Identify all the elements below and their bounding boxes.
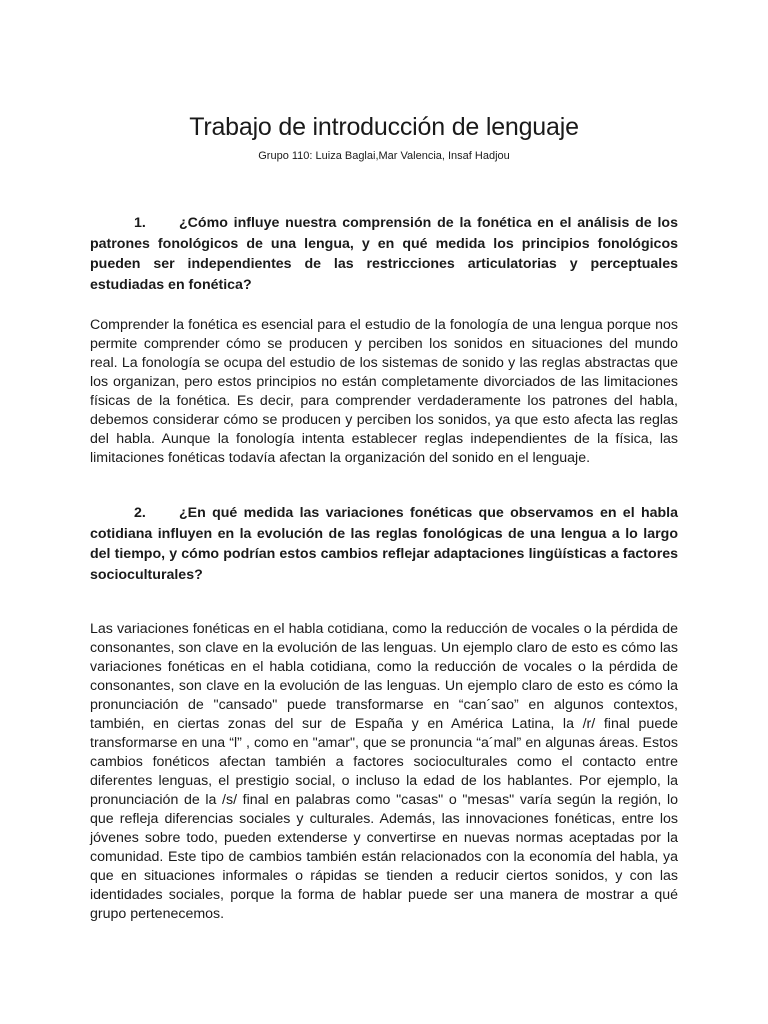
document-subtitle: Grupo 110: Luiza Baglai,Mar Valencia, Insaf Hadjou	[258, 150, 510, 162]
document-title: Trabajo de introducción de lenguaje	[189, 113, 579, 141]
question-1	[90, 213, 678, 295]
question-1-number: 1.	[134, 215, 146, 231]
question-2-text: ¿En qué medida las variaciones fonéticas que observamos en el habla cotidiana influyen en la evolución de las reglas fonológicas de una lengua a lo largo del tiempo, y cómo podrían estos cambios reflejar adaptaciones lingüísticas a factores socioculturales?	[90, 505, 678, 583]
question-2-number: 2.	[134, 505, 146, 521]
question-2	[90, 503, 678, 585]
question-1-text: ¿Cómo influye nuestra comprensión de la fonética en el análisis de los patrones fonológicos de una lengua, y en qué medida los principios fonológicos pueden ser independientes de las restricciones articulatorias y perceptuales estudiadas en fonética?	[90, 215, 678, 293]
answer-2: Las variaciones fonéticas en el habla cotidiana, como la reducción de vocales o la pérdida de consonantes, son clave en la evolución de las lenguas. Un ejemplo claro de esto es cómo las variaciones fonéticas en el habla cotidiana, como la reducción de vocales o la pérdida de consonantes, son clave en la evolución de las lenguas. Un ejemplo claro de esto es cómo la pronunciación de "cansado" puede transformarse en “can´sao” en algunos contextos, también, en ciertas zonas del sur de España y en América Latina, la /r/ final puede transformarse en una “l” , como en "amar", que se pronuncia “a´mal” en algunas áreas. Estos cambios fonéticos afectan también a factores socioculturales como el contacto entre diferentes lenguas, el prestigio social, o incluso la edad de los hablantes. Por ejemplo, la pronunciación de la /s/ final en palabras como "casas" o "mesas" varía según la región, lo que refleja diferencias sociales y culturales. Además, las innovaciones fonéticas, entre los jóvenes sobre todo, pueden extenderse y convertirse en nuevas normas aceptadas por la comunidad. Este tipo de cambios también están relacionados con la economía del habla, ya que en situaciones informales o rápidas se tienden a reducir ciertos sonidos, y con las identidades sociales, porque la forma de hablar puede ser una manera de mostrar a qué grupo pertenecemos.	[90, 621, 678, 922]
answer-1: Comprender la fonética es esencial para el estudio de la fonología de una lengua porque nos permite comprender cómo se producen y perciben los sonidos en situaciones del mundo real. La fonología se ocupa del estudio de los sistemas de sonido y las reglas abstractas que los organizan, pero estos principios no están completamente divorciados de las limitaciones físicas de la fonética. Es decir, para comprender verdaderamente los patrones del habla, debemos considerar cómo se producen y perciben los sonidos, ya que esto afecta las reglas del habla. Aunque la fonología intenta establecer reglas independientes de la física, las limitaciones fonéticas todavía afectan la organización del sonido en el lenguaje.	[90, 317, 678, 466]
